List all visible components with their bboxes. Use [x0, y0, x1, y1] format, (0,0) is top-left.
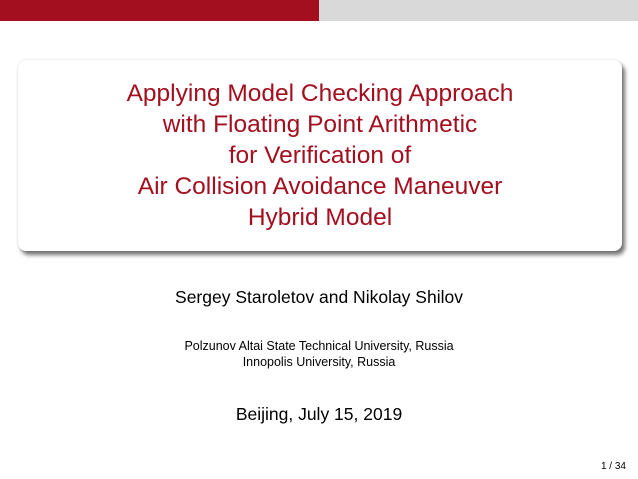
author-names: Sergey Staroletov and Nikolay Shilov [175, 287, 463, 307]
header-bar-gray-segment [319, 0, 638, 21]
page-number: 1 / 34 [600, 461, 626, 472]
title-line: Hybrid Model [247, 204, 393, 231]
title-block [18, 60, 622, 251]
title-line: with Floating Point Arithmetic [162, 111, 478, 138]
presentation-date: Beijing, July 15, 2019 [235, 404, 403, 424]
header-bar-accent-segment [0, 0, 319, 21]
title-line: for Verification of [228, 142, 412, 169]
affiliation: Innopolis University, Russia [242, 355, 396, 369]
title-line: Air Collision Avoidance Maneuver [137, 173, 503, 200]
affiliation: Polzunov Altai State Technical University, Russia [184, 339, 454, 353]
header-bar [0, 0, 638, 21]
title-line: Applying Model Checking Approach [126, 80, 514, 107]
